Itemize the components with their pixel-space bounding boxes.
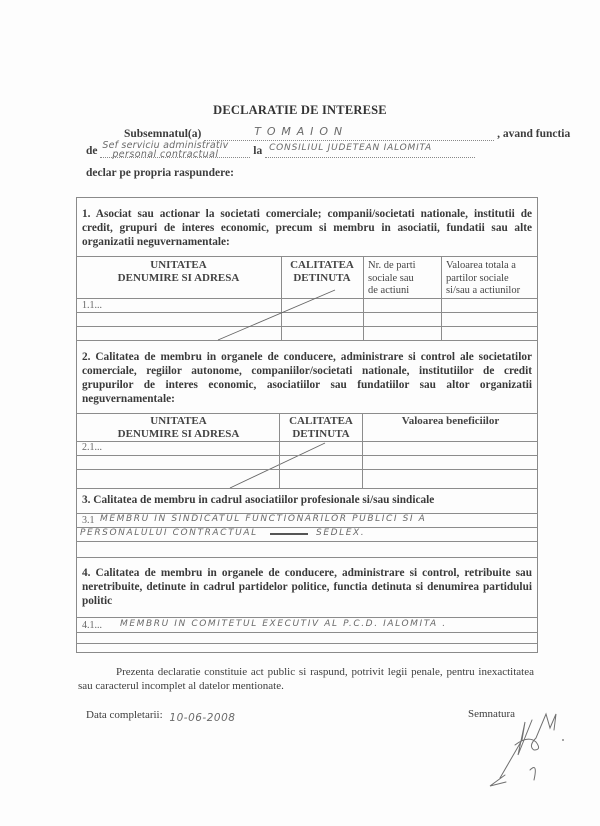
s1-col-unitatea: UNITATEA DENUMIRE SI ADRESA xyxy=(117,259,240,284)
functia-value-line1: Sef serviciu administrativ xyxy=(102,140,229,151)
divider xyxy=(76,557,538,558)
date-value[interactable]: 10-06-2008 xyxy=(169,712,236,724)
divider xyxy=(76,632,538,633)
s1-col-nr-parti: Nr. de parti sociale sau de actiuni xyxy=(368,260,416,296)
avand-functia-label: , avand functia xyxy=(497,128,571,140)
la-label: la xyxy=(253,145,263,157)
s2-row-1: 2.1... xyxy=(82,442,102,453)
s3-row-number: 3.1 xyxy=(82,515,95,526)
section1-heading: 1. Asociat sau actionar la societati comerciale; companii/societati nationale, institutii de credit, grupuri de interes economic, precum si membru in asociatii, fundatii sau alte organizatii neguvernamentale: xyxy=(82,208,532,248)
divider xyxy=(76,643,538,644)
divider xyxy=(76,469,538,470)
signature-mark xyxy=(470,700,570,790)
divider xyxy=(76,541,538,542)
s1-col-calitatea: CALITATEA DETINUTA xyxy=(290,259,354,284)
s4-entry: MEMBRU IN COMITETUL EXECUTIV AL P.C.D. IALOMITA . xyxy=(120,619,447,629)
legal-statement: Prezenta declaratie constituie act public si raspund, potrivit legii penale, pentru inexactitatea sau caracterul incomplet al datelor mentionate. xyxy=(78,666,534,692)
institutie-value: CONSILIUL JUDETEAN IALOMITA xyxy=(269,143,432,153)
divider xyxy=(76,413,538,414)
divider xyxy=(76,617,538,618)
functia-value-line2: personal contractual xyxy=(112,149,219,160)
s4-row-number: 4.1... xyxy=(82,620,102,631)
date-line xyxy=(86,708,235,722)
section2-heading: 2. Calitatea de membru in organele de conducere, administrare si control ale societatilor comerciale, regiilor autonome, companiilor/societati nationale, institutiilor de credit grupurilor de interes economic, asociatiilor sau fundatiilor sau altor organizatii neguvernamentale: xyxy=(82,351,532,405)
s2-col-valoarea: Valoarea beneficiilor xyxy=(401,415,500,427)
s3-entry-line2-end: SEDLEX. xyxy=(316,528,366,538)
subsemnatul-label: Subsemnatul(a) xyxy=(124,128,202,140)
de-label: de xyxy=(86,145,98,157)
declar-label: declar pe propria raspundere: xyxy=(86,167,234,179)
divider xyxy=(76,441,538,442)
signature-label: Semnatura xyxy=(468,708,516,720)
s3-entry-line1: MEMBRU IN SINDICATUL FUNCTIONARILOR PUBLICI SI A xyxy=(100,514,427,524)
s2-col-calitatea: CALITATEA DETINUTA xyxy=(289,415,353,440)
strike-mark xyxy=(270,533,308,535)
divider xyxy=(76,488,538,489)
section3-heading: 3. Calitatea de membru in cadrul asociatiilor profesionale si/sau sindicale xyxy=(82,494,435,506)
s1-col-valoarea: Valoarea totala a partilor sociale si/sau a actiunilor xyxy=(446,260,521,296)
date-label: Data completarii: xyxy=(86,709,163,721)
s3-entry-line2: PERSONALULUI CONTRACTUAL xyxy=(80,528,258,538)
section4-heading: 4. Calitatea de membru in organele de conducere, administrare si control, retribuite sau neretribuite, detinute in cadrul partidelor politice, functia detinuta si denumirea partidului politic xyxy=(82,567,532,607)
divider xyxy=(362,413,363,488)
divider xyxy=(76,455,538,456)
divider xyxy=(279,413,280,488)
s2-col-unitatea: UNITATEA DENUMIRE SI ADRESA xyxy=(117,415,240,440)
name-value: T O M A I O N xyxy=(254,125,344,138)
s1-row-1: 1.1... xyxy=(82,300,102,311)
document-title: DECLARATIE DE INTERESE xyxy=(213,103,387,117)
